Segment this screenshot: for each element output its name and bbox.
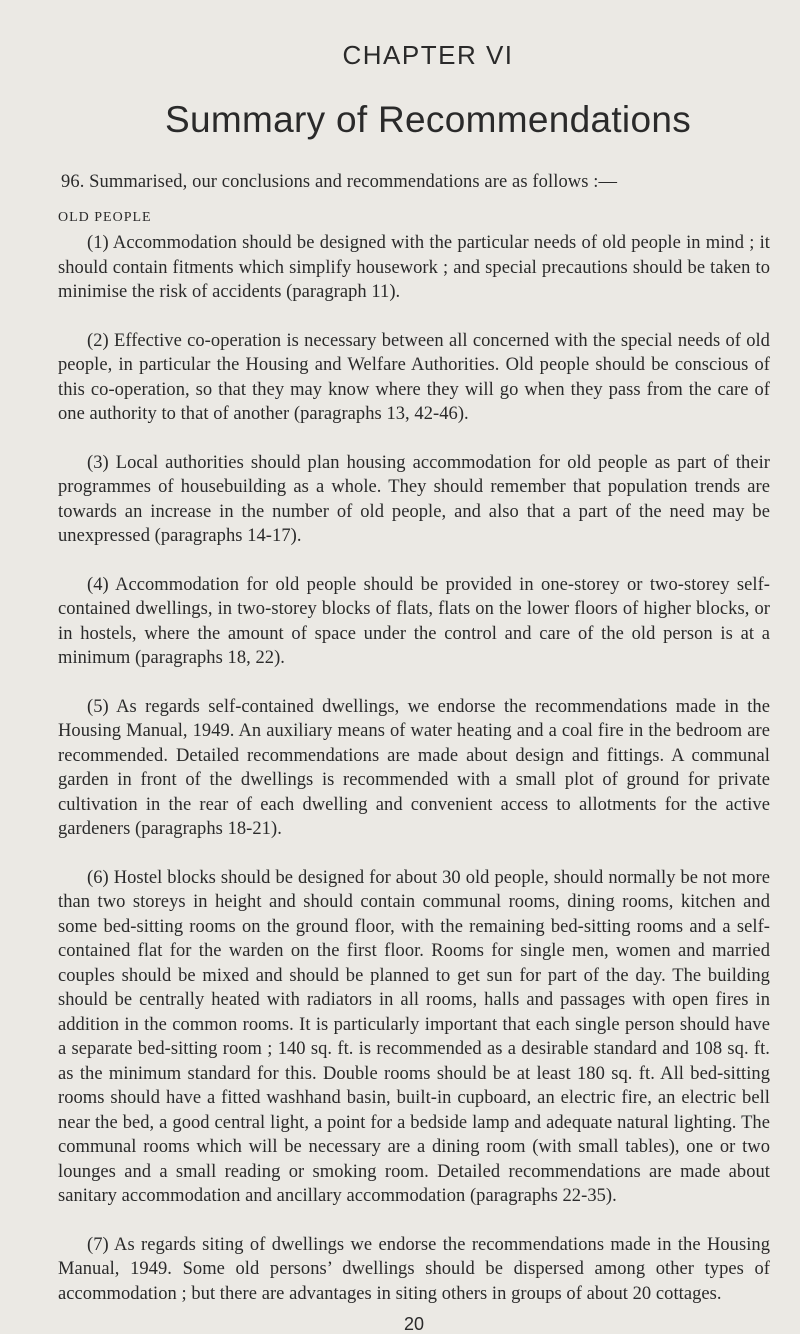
recommendation-paragraph: (2) Effective co-operation is necessary between all concerned with the special needs of old people, in particular the Housing and Welfare Authorities. Old people should be conscious of this co-operation, so that they may know where they will go when they pass from the care of one authority to that of another (paragraphs 13, 42-46). (58, 330, 770, 424)
recommendation-paragraph: (7) As regards siting of dwellings we endorse the recommendations made in the Housing Manual, 1949. Some old persons’ dwellings should be dispersed among other types of accommodation ; but there are advantages in siting others in groups of about 20 cottages. (58, 1234, 770, 1304)
recommendation-paragraph: (5) As regards self-contained dwellings, we endorse the recommendations made in the Housing Manual, 1949. An auxiliary means of water heating and a coal fire in the bedroom are recommended. Detailed recommendations are made about design and fittings. A communal garden in front of the dwellings is recommended with a small plot of ground for private cultivation in the rear of each dwelling and convenient access to allotments for the active gardeners (paragraphs 18-21). (58, 696, 770, 839)
page-number: 20 (403, 1314, 425, 1334)
section-heading: OLD PEOPLE (58, 210, 152, 225)
recommendation-paragraph: (4) Accommodation for old people should be provided in one-storey or two-storey self-contained dwellings, in two-storey blocks of flats, flats on the lower floors of higher blocks, or in hostels, where the amount of space under the control and care of the old person is at a minimum (paragraphs 18, 22). (58, 574, 770, 668)
recommendation-paragraph: (3) Local authorities should plan housing accommodation for old people as part of their programmes of housebuilding as a whole. They should remember that population trends are towards an increase in the number of old people, and also that a part of the need may be unexpressed (paragraphs 14-17). (58, 452, 770, 546)
recommendation-paragraph: (1) Accommodation should be designed with the particular needs of old people in mind ; it should contain fitments which simplify housework ; and special precautions should be taken to minimise the risk of accidents (paragraph 11). (58, 233, 770, 302)
intro-paragraph: 96. Summarised, our conclusions and recommendations are as follows :— (61, 172, 618, 192)
chapter-label: CHAPTER VI (342, 40, 514, 70)
page-title: Summary of Recommendations (165, 99, 691, 140)
recommendation-paragraph: (6) Hostel blocks should be designed for about 30 old people, should normally be not more than two storeys in height and should contain communal rooms, dining rooms, kitchen and some bed-sitting rooms on the ground floor, with the remaining bed-sitting rooms and a self-contained flat for the warden on the first floor. Rooms for single men, women and married couples should be mixed and should be planned to get sun for part of the day. The building should be centrally heated with radiators in all rooms, halls and passages with open fires in addition in the common rooms. It is particularly important that each single person should have a separate bed-sitting room ; 140 sq. ft. is recommended as a desirable standard and 108 sq. ft. as the minimum standard for this. Double rooms should be at least 180 sq. ft. All bed-sitting rooms should have a fitted washhand basin, built-in cupboard, an electric fire, an electric bell near the bed, a good central light, a point for a bedside lamp and adequate natural lighting. The communal rooms which will be necessary are a dining room (with small tables), one or two lounges and a small reading or smoking room. Detailed recommendations are made about sanitary accommodation and ancillary accommodation (paragraphs 22-35). (58, 867, 770, 1206)
